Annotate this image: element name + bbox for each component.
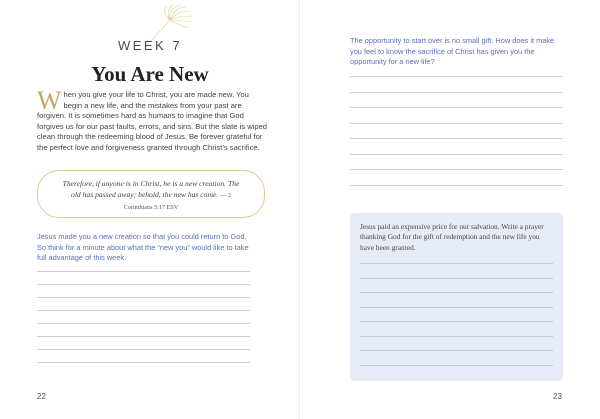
writing-line[interactable] <box>350 154 563 155</box>
writing-line[interactable] <box>350 123 563 124</box>
writing-lines[interactable] <box>37 271 250 375</box>
writing-line[interactable] <box>360 350 553 351</box>
writing-line[interactable] <box>350 92 563 93</box>
scripture-quote: Therefore, if anyone is in Christ, he is a new creation. The old has passed away; behold, the new has come. <box>62 179 240 199</box>
right-page <box>300 0 600 419</box>
page-number: 23 <box>553 392 562 401</box>
writing-line[interactable] <box>360 292 553 293</box>
writing-line[interactable] <box>360 263 553 264</box>
writing-line[interactable] <box>37 284 250 285</box>
writing-line[interactable] <box>37 310 250 311</box>
writing-line[interactable] <box>360 336 553 337</box>
week-label: WEEK 7 <box>117 38 183 53</box>
writing-line[interactable] <box>37 336 250 337</box>
writing-line[interactable] <box>37 297 250 298</box>
writing-line[interactable] <box>37 323 250 324</box>
journal-prompt: The opportunity to start over is no small gift. How does it make you feel to know the sacrifice of Christ has given you the opportunity for a new life? <box>350 36 555 67</box>
prayer-prompt: Jesus paid an expensive price for our salvation. Write a prayer thanking God for the gift of redemption and the new life you have been granted. <box>360 222 544 252</box>
writing-line[interactable] <box>360 365 553 366</box>
writing-line[interactable] <box>37 362 250 363</box>
journal-prompt: Jesus made you a new creation so that you could return to God. So think for a minute about what the “new you” would like to take full advantage of this week. <box>37 232 249 263</box>
writing-line[interactable] <box>360 278 553 279</box>
page-title: You Are New <box>91 62 209 86</box>
writing-line[interactable] <box>360 307 553 308</box>
page-number: 22 <box>37 392 46 401</box>
writing-line[interactable] <box>350 169 563 170</box>
prayer-box <box>350 213 563 381</box>
scripture-reference: — 2 Corinthians 5:17 ESV <box>123 192 231 211</box>
writing-line[interactable] <box>360 321 553 322</box>
drop-cap: W <box>37 86 62 115</box>
scripture-quote-box <box>37 170 265 218</box>
writing-lines[interactable] <box>350 76 563 200</box>
devotional-text <box>37 86 269 154</box>
writing-line[interactable] <box>350 138 563 139</box>
devotional-body: hen you give your life to Christ, you are made new. You begin a new life, and the mistakes from your past are forgiven. It is sometimes hard as humans to imagine that God forgives us for our past faults, errors, and sins. But the slate is wiped clean through the redeeming blood of Jesus. Be forever grateful for the perfect love and forgiveness granted through Christ’s sacrifice. <box>37 90 268 152</box>
writing-line[interactable] <box>350 185 563 186</box>
writing-line[interactable] <box>37 349 250 350</box>
writing-lines[interactable] <box>360 263 553 379</box>
writing-line[interactable] <box>350 76 563 77</box>
writing-line[interactable] <box>37 271 250 272</box>
writing-line[interactable] <box>350 107 563 108</box>
